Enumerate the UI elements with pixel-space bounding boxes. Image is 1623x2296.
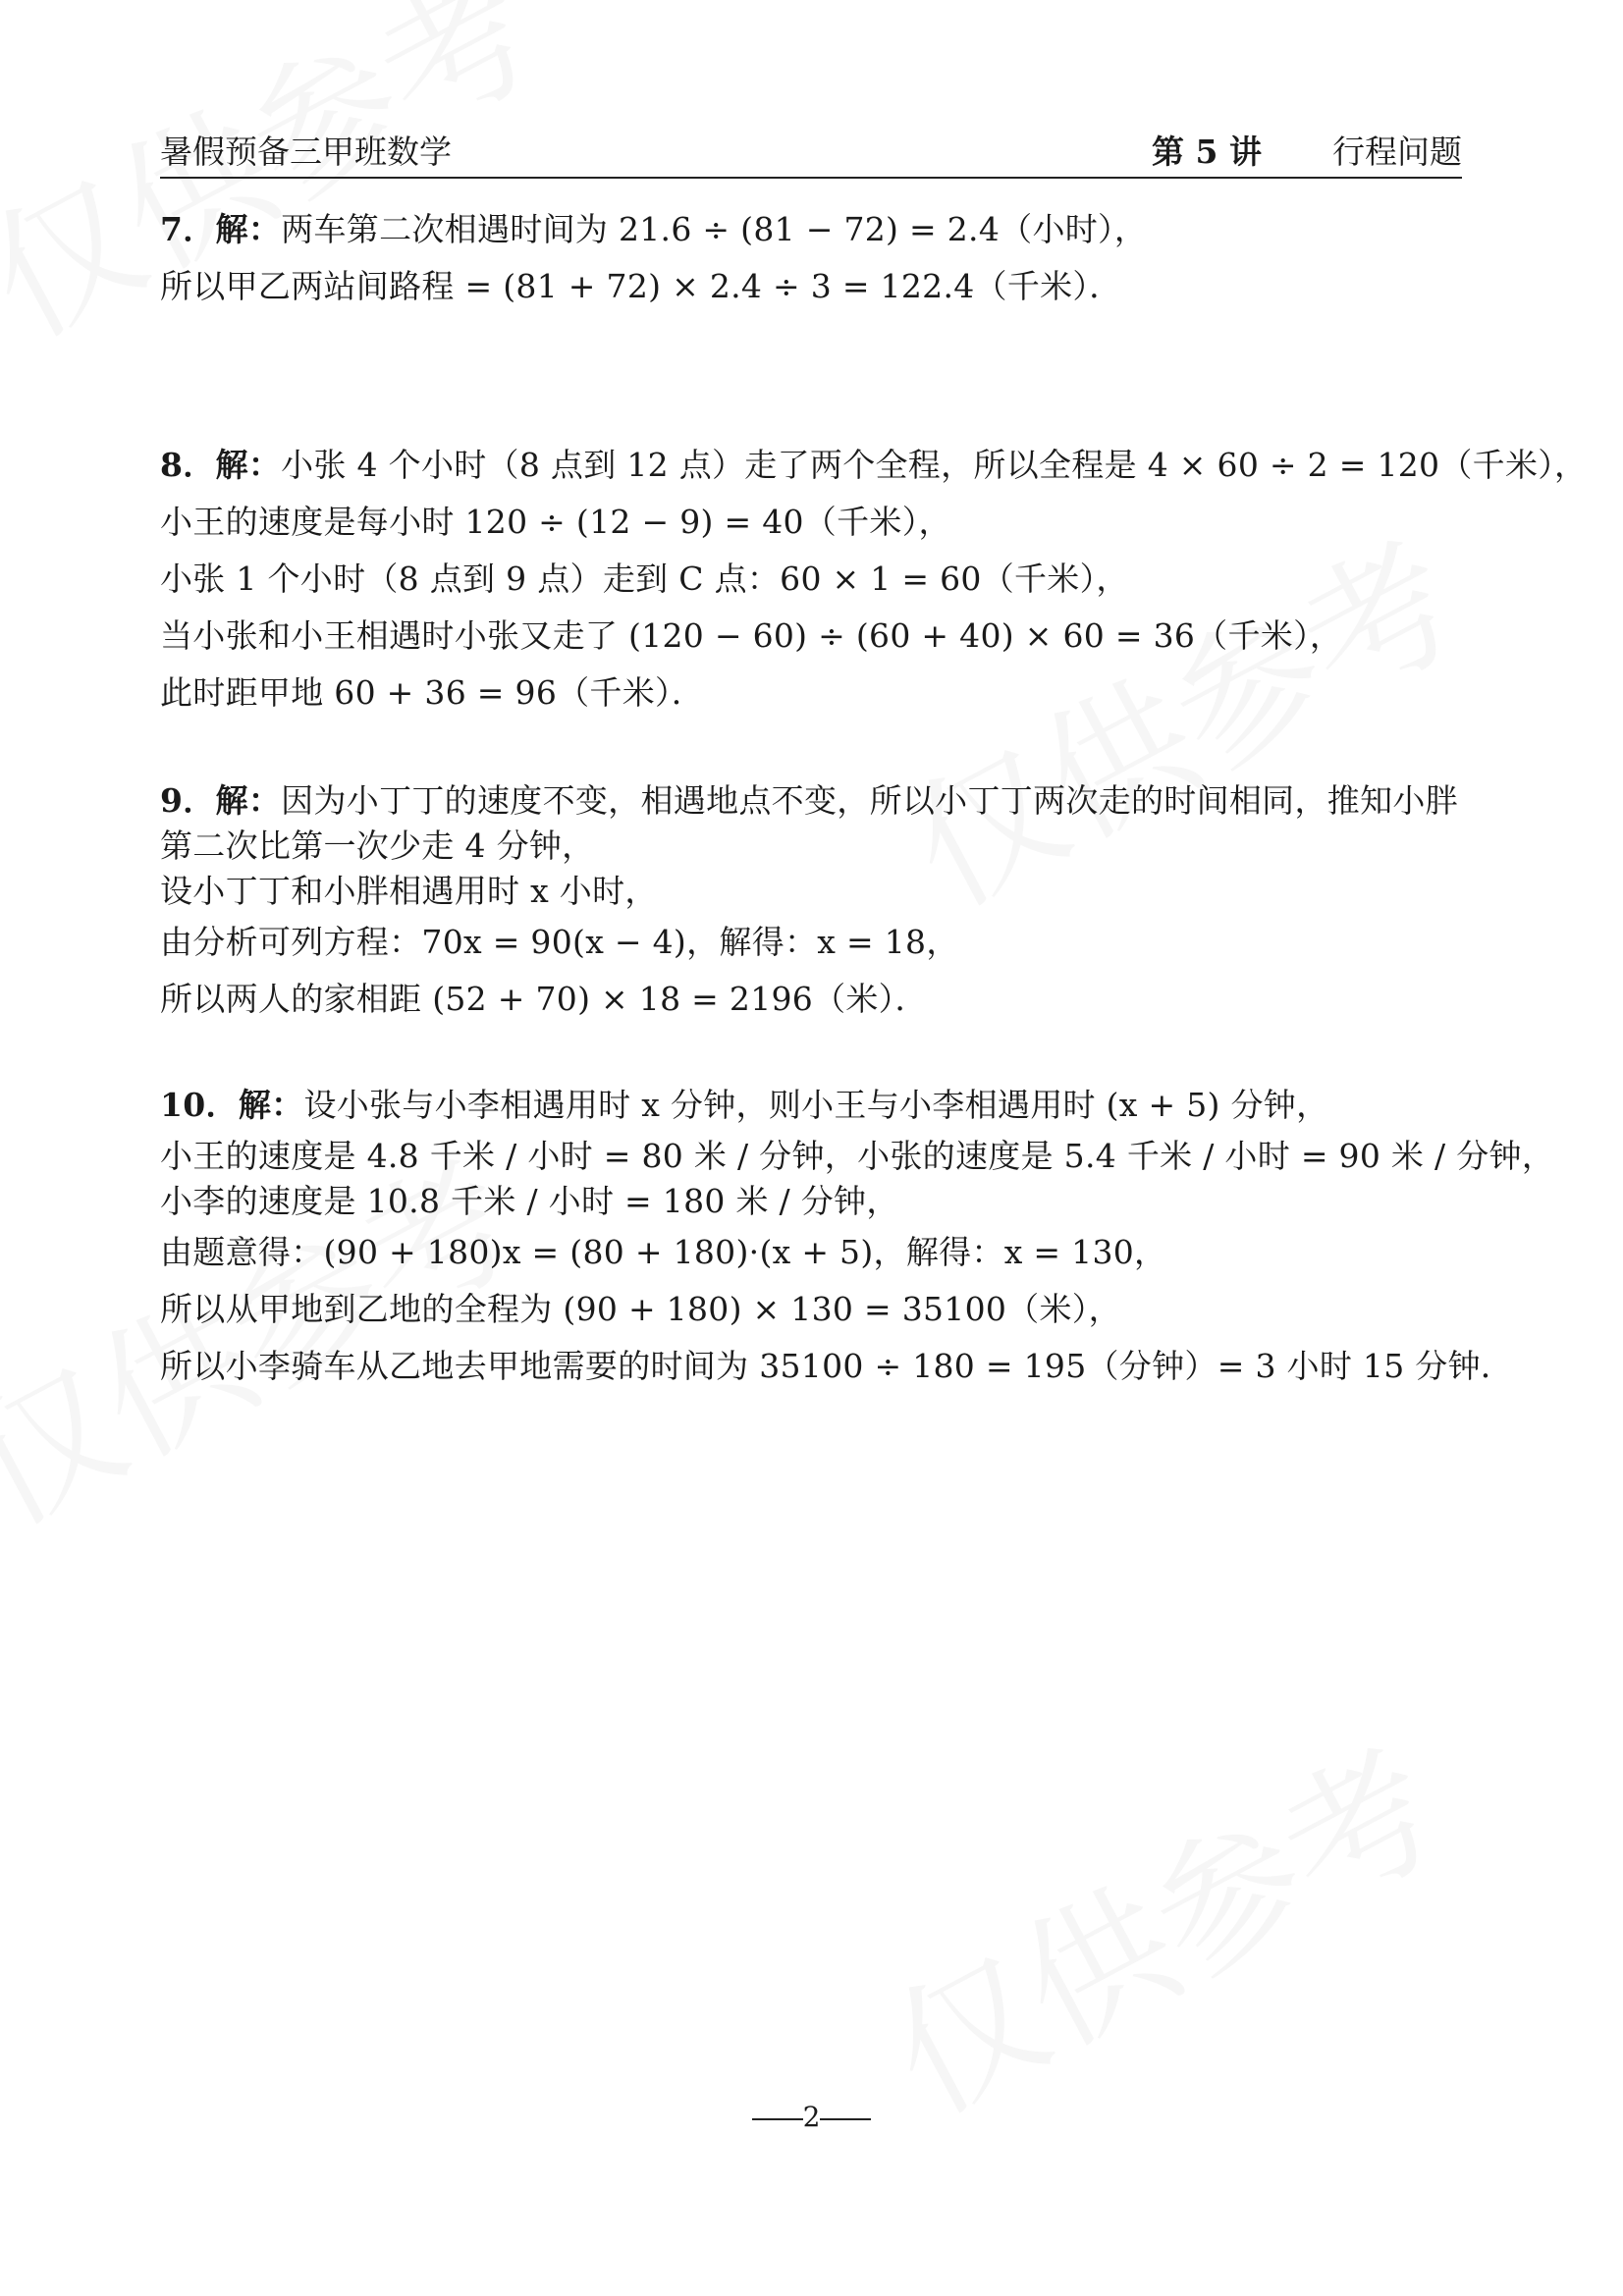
- page-number: 2: [802, 2101, 821, 2133]
- solution-7: [160, 201, 1476, 315]
- solution-number: 8．解：: [160, 446, 282, 484]
- page-header: [160, 133, 1462, 179]
- solution-number: 10．解：: [160, 1086, 304, 1124]
- footer-rule-left: [752, 2118, 803, 2120]
- solution-line: 小王的速度是每小时 120 ÷ (12 − 9) = 40（千米），: [160, 503, 951, 541]
- solution-line: 所以两人的家相距 (52 + 70) × 18 = 2196（米）．: [160, 980, 928, 1018]
- solution-10: [160, 1077, 1555, 1395]
- solution-line: 第二次比第一次少走 4 分钟，: [160, 827, 595, 865]
- solution-line: 所以甲乙两站间路程 = (81 + 72) × 2.4 ÷ 3 = 122.4（千米）．: [160, 267, 1122, 305]
- solution-number: 7．解：: [160, 210, 282, 248]
- solution-line: 由分析可列方程：70x = 90(x − 4)，解得：x = 18，: [160, 923, 959, 961]
- solutions-body: [160, 201, 1588, 1395]
- footer-rule-right: [820, 2118, 871, 2120]
- solution-9: [160, 778, 1476, 1028]
- course-title: 暑假预备三甲班数学: [160, 133, 452, 171]
- solution-line: 所以小李骑车从乙地去甲地需要的时间为 35100 ÷ 180 = 195（分钟）= 3 小时 15 分钟．: [160, 1347, 1514, 1385]
- solution-line: 此时距甲地 60 + 36 = 96（千米）．: [160, 673, 705, 712]
- watermark-text: [848, 1690, 1468, 2154]
- solution-line: 由题意得：(90 + 180)x = (80 + 180)·(x + 5)，解得：x = 130，: [160, 1233, 1167, 1271]
- solution-line: 所以从甲地到乙地的全程为 (90 + 180) × 130 = 35100（米），: [160, 1290, 1121, 1328]
- solution-line: 9．解：因为小丁丁的速度不变，相遇地点不变，所以小丁丁两次走的时间相同，推知小胖: [160, 781, 1458, 820]
- solution-line: 当小张和小王相遇时小张又走了 (120 − 60) ÷ (60 + 40) × 60 = 36（千米），: [160, 616, 1343, 655]
- solution-line: 7．解：两车第二次相遇时间为 21.6 ÷ (81 − 72) = 2.4（小时），: [160, 210, 1148, 248]
- lecture-topic: 行程问题: [1332, 133, 1462, 171]
- lecture-number: 第 5 讲: [1152, 133, 1262, 171]
- solution-line: 10．解：设小张与小李相遇用时 x 分钟，则小王与小李相遇用时 (x + 5) 分钟，: [160, 1086, 1329, 1124]
- solution-line: 小李的速度是 10.8 千米 / 小时 = 180 米 / 分钟，: [160, 1182, 899, 1220]
- solution-line: 设小丁丁和小胖相遇用时 x 小时，: [160, 872, 658, 910]
- page-footer: [0, 2101, 1623, 2133]
- solution-number: 9．解：: [160, 781, 282, 820]
- solution-8: [160, 437, 1588, 721]
- solution-line: 小张 1 个小时（8 点到 9 点）走到 C 点：60 × 1 = 60（千米），: [160, 560, 1129, 598]
- solution-line: 小王的速度是 4.8 千米 / 小时 = 80 米 / 分钟，小张的速度是 5.4 千米 / 小时 = 90 米 / 分钟，: [160, 1137, 1555, 1175]
- solution-line: 8．解：小张 4 个小时（8 点到 12 点）走了两个全程，所以全程是 4 × 60 ÷ 2 = 120（千米），: [160, 446, 1588, 484]
